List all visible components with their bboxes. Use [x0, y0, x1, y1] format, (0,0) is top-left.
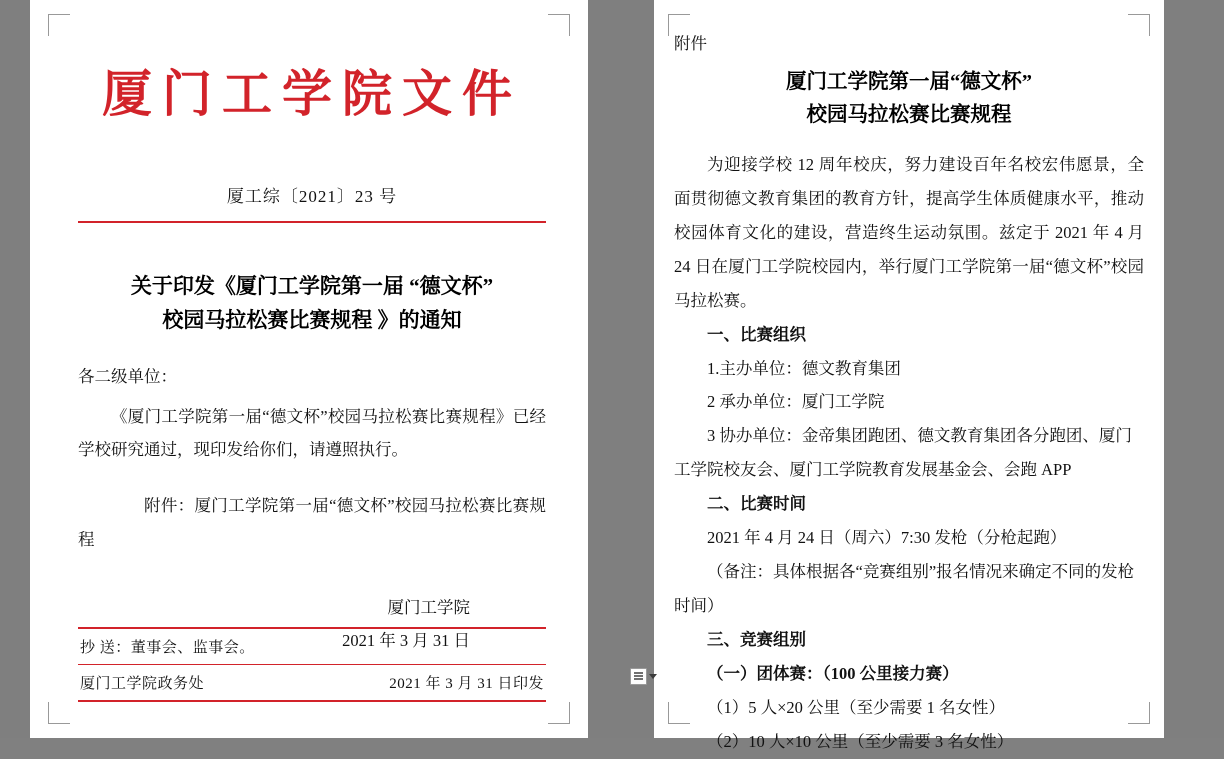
footer-issue-date: 2021 年 3 月 31 日印发 [389, 676, 544, 693]
footer-cc-line: 抄 送：董事会、监事会。 [80, 639, 255, 656]
section-line-2: 2 承办单位：厦门工学院 [707, 392, 885, 412]
attachment-title [674, 66, 1144, 132]
section-line-10: （2）10 人×10 公里（至少需要 3 名女性） [707, 732, 1014, 752]
chevron-down-icon[interactable] [649, 674, 657, 679]
crop-mark-bottom-left [48, 702, 70, 724]
section-line-8: （一）团体赛：（100 公里接力赛） [707, 664, 959, 684]
section-line-1: 1.主办单位：德文教育集团 [707, 358, 901, 378]
footer-rule-bottom [78, 700, 546, 702]
page-2-content [674, 30, 1144, 759]
page-1-content [78, 28, 546, 657]
page-1-footer [78, 627, 546, 702]
section-line-6: （备注：具体根据各“竞赛组别”报名情况来确定不同的发枪时间） [674, 562, 1135, 616]
attachment-line: 附件：厦门工学院第一届“德文杯”校园马拉松赛比赛规程 [78, 496, 546, 550]
masthead-title: 厦门工学院文件 [102, 66, 522, 122]
clipboard-icon[interactable] [630, 668, 647, 685]
salutation: 各二级单位： [78, 366, 177, 386]
document-title-line-1: 关于印发《厦门工学院第一届 “德文杯” [130, 273, 494, 298]
footer-issuer: 厦门工学院政务处 [80, 676, 205, 693]
section-line-5: 2021 年 4 月 24 日（周六）7:30 发枪（分枪起跑） [707, 528, 1067, 548]
footer-issuer-line [78, 665, 546, 700]
document-title-line-2: 校园马拉松赛比赛规程 》的通知 [162, 308, 462, 333]
crop-mark-top-left [48, 14, 70, 36]
section-line-7: 三、竞赛组别 [707, 630, 806, 650]
section-line-3: 3 协办单位：金帝集团跑团、德文教育集团各分跑团、厦门工学院校友会、厦门工学院教育发展基金会、会跑 APP [674, 426, 1132, 480]
crop-mark-bottom-right [548, 702, 570, 724]
signature-organization: 厦门工学院 [387, 597, 470, 617]
signature-date: 2021 年 3 月 31 日 [342, 630, 470, 650]
attachment-intro-paragraph: 为迎接学校 12 周年校庆，努力建设百年名校宏伟愿景，全面贯彻德文教育集团的教育方针，提高学生体质健康水平，推动校园体育文化的建设，营造终生运动氛围。兹定于 2021 年 4 月 24 日在厦门工学院校园内，举行厦门工学院第一届“德文杯”校园马拉松赛。 [674, 154, 1144, 310]
attachment-title-line-2: 校园马拉松赛比赛规程 [806, 103, 1012, 126]
body-paragraph: 《厦门工学院第一届“德文杯”校园马拉松赛比赛规程》已经学校研究通过，现印发给你们，请遵照执行。 [78, 406, 546, 460]
attachment-label: 附件 [674, 34, 707, 53]
section-line-4: 二、比赛时间 [707, 494, 806, 514]
section-line-9: （1）5 人×20 公里（至少需要 1 名女性） [707, 698, 1006, 718]
section-line-0: 一、比赛组织 [707, 324, 806, 344]
page-gutter [588, 0, 654, 738]
red-divider-rule [78, 221, 546, 223]
attachment-title-line-1: 厦门工学院第一届“德文杯” [786, 71, 1032, 93]
paste-options-button[interactable] [630, 668, 657, 685]
document-number: 厦工综〔2021〕23 号 [226, 186, 398, 206]
document-title [78, 269, 546, 338]
crop-mark-top-right [548, 14, 570, 36]
document-page-1[interactable] [30, 0, 588, 738]
document-page-2[interactable] [654, 0, 1164, 752]
